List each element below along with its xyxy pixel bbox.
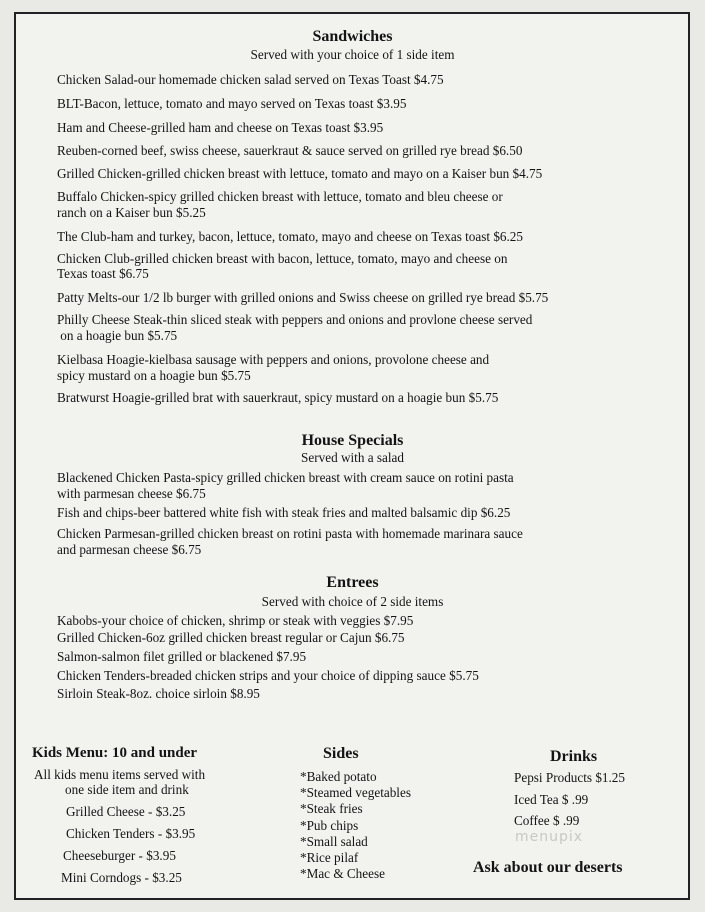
menu-item: Chicken Club-grilled chicken breast with bacon, lettuce, tomato, mayo and cheese on [57, 251, 508, 266]
drinks-heading: Drinks [550, 748, 598, 765]
menu-item-cont: with parmesan cheese $6.75 [57, 486, 206, 501]
menu-item: Blackened Chicken Pasta-spicy grilled chicken breast with cream sauce on rotini pasta [57, 470, 514, 485]
sides-heading: Sides [323, 745, 359, 762]
ask-about-deserts: Ask about our deserts [473, 859, 623, 876]
kids-item: Cheeseburger - $3.95 [63, 848, 176, 863]
menu-item: Reuben-corned beef, swiss cheese, sauerkraut & sauce served on grilled rye bread $6.50 [57, 143, 523, 158]
kids-menu-note: All kids menu items served with [34, 767, 206, 782]
menu-item-cont: ranch on a Kaiser bun $5.25 [57, 205, 206, 220]
menu-item: Salmon-salmon filet grilled or blackened $7.95 [57, 649, 307, 664]
menu-item-cont: on a hoagie bun $5.75 [57, 328, 178, 343]
menu-item: Chicken Tenders-breaded chicken strips and your choice of dipping sauce $5.75 [57, 668, 479, 683]
side-item: *Steamed vegetables [300, 785, 411, 800]
menu-item: Kielbasa Hoagie-kielbasa sausage with peppers and onions, provolone cheese and [57, 352, 490, 367]
menu-item: Kabobs-your choice of chicken, shrimp or steak with veggies $7.95 [57, 613, 414, 628]
entrees-subtitle: Served with choice of 2 side items [261, 594, 444, 609]
side-item: *Steak fries [300, 801, 363, 816]
kids-menu-heading: Kids Menu: 10 and under [32, 745, 198, 761]
menu-item: Fish and chips-beer battered white fish with steak fries and malted balsamic dip $6.25 [57, 505, 511, 520]
kids-item: Grilled Cheese - $3.25 [66, 804, 186, 819]
side-item: *Mac & Cheese [300, 866, 385, 881]
sandwiches-subtitle: Served with your choice of 1 side item [250, 47, 455, 62]
menu-item: The Club-ham and turkey, bacon, lettuce, tomato, mayo and cheese on Texas toast $6.25 [57, 229, 523, 244]
drink-item: Iced Tea $ .99 [514, 792, 589, 807]
menu-item: Grilled Chicken-6oz grilled chicken breast regular or Cajun $6.75 [57, 630, 405, 645]
drink-item: Pepsi Products $1.25 [514, 770, 625, 785]
kids-menu-note: one side item and drink [65, 782, 189, 797]
menu-item: Buffalo Chicken-spicy grilled chicken breast with lettuce, tomato and bleu cheese or [57, 189, 503, 204]
house-specials-heading: House Specials [301, 432, 404, 449]
menu-item: BLT-Bacon, lettuce, tomato and mayo served on Texas toast $3.95 [57, 96, 407, 111]
side-item: *Rice pilaf [300, 850, 359, 865]
house-specials-subtitle: Served with a salad [301, 450, 404, 465]
side-item: *Pub chips [300, 818, 359, 833]
menu-item: Chicken Salad-our homemade chicken salad served on Texas Toast $4.75 [57, 72, 444, 87]
menu-item: Patty Melts-our 1/2 lb burger with grilled onions and Swiss cheese on grilled rye bread $5.75 [57, 290, 549, 305]
side-item: *Small salad [300, 834, 368, 849]
menu-item: Sirloin Steak-8oz. choice sirloin $8.95 [57, 686, 260, 701]
menu-item-cont: and parmesan cheese $6.75 [57, 542, 202, 557]
menu-item: Grilled Chicken-grilled chicken breast with lettuce, tomato and mayo on a Kaiser bun $4.75 [57, 166, 543, 181]
entrees-heading: Entrees [326, 574, 379, 591]
kids-item: Chicken Tenders - $3.95 [66, 826, 196, 841]
drink-item: Coffee $ .99 [514, 813, 580, 828]
menu-item: Ham and Cheese-grilled ham and cheese on Texas toast $3.95 [57, 120, 384, 135]
menupix-watermark: menupix [515, 829, 584, 845]
menu-item-cont: spicy mustard on a hoagie bun $5.75 [57, 368, 251, 383]
kids-item: Mini Corndogs - $3.25 [61, 870, 182, 885]
side-item: *Baked potato [300, 769, 377, 784]
sandwiches-heading: Sandwiches [312, 28, 393, 45]
menu-item: Chicken Parmesan-grilled chicken breast on rotini pasta with homemade marinara sauce [57, 526, 523, 541]
menu-item: Philly Cheese Steak-thin sliced steak with peppers and onions and provlone cheese served [57, 312, 533, 327]
menu-item-cont: Texas toast $6.75 [57, 266, 149, 281]
menu-item: Bratwurst Hoagie-grilled brat with sauerkraut, spicy mustard on a hoagie bun $5.75 [57, 390, 499, 405]
